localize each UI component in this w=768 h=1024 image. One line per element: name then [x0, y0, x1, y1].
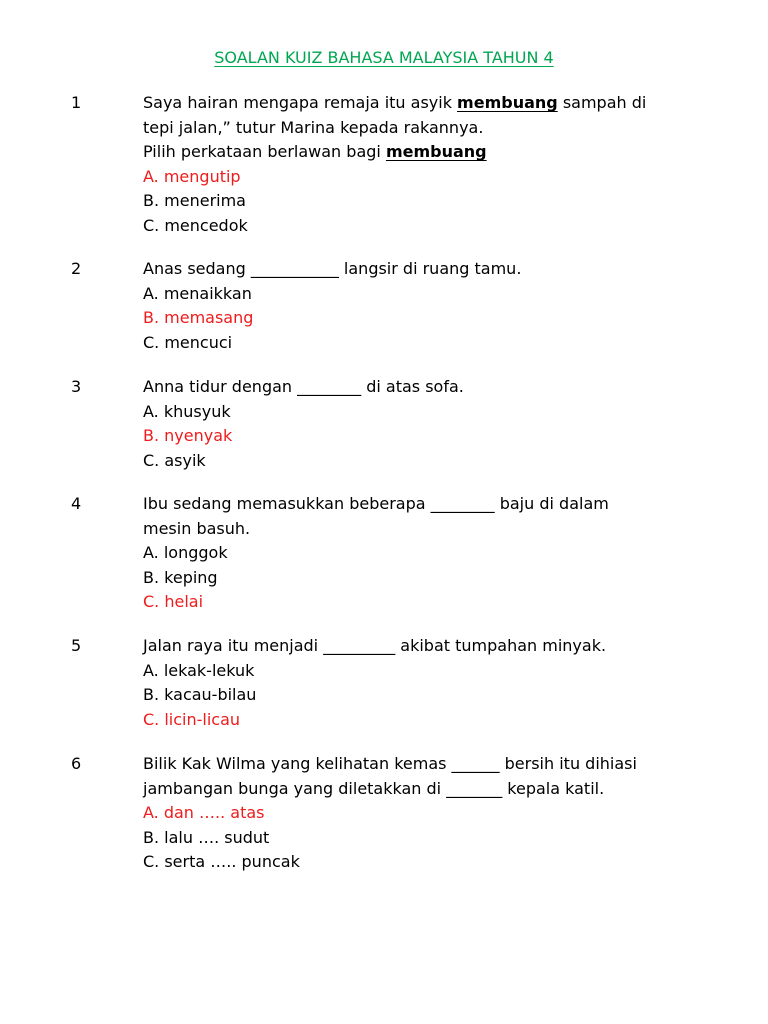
- question-number: 3: [71, 377, 82, 396]
- question-text: Ibu sedang memasukkan beberapa ________ baju di dalam: [143, 494, 609, 513]
- option-a: A. mengutip: [143, 166, 241, 186]
- question-text: Bilik Kak Wilma yang kelihatan kemas ______ bersih itu dihiasi: [143, 754, 637, 773]
- question-number: 2: [71, 259, 82, 278]
- option-c: C. serta ….. puncak: [143, 852, 300, 871]
- option-c: C. licin-licau: [143, 709, 241, 729]
- question-text: Anna tidur dengan ________ di atas sofa.: [143, 377, 464, 396]
- question-text: Jalan raya itu menjadi _________ akibat tumpahan minyak.: [143, 636, 607, 655]
- option-c: C. mencuci: [143, 332, 233, 352]
- option-c: C. mencedok: [143, 215, 248, 235]
- option-c: C. helai: [143, 592, 204, 611]
- option-b: B. kacau-bilau: [143, 685, 257, 704]
- question-body: [143, 752, 733, 875]
- option-a: A. longgok: [143, 543, 228, 562]
- question-text: [143, 91, 733, 116]
- option-a: A. dan ….. atas: [143, 803, 265, 822]
- option-b: B. lalu …. sudut: [143, 827, 270, 847]
- keyword: membuang: [457, 93, 558, 112]
- option-b: B. memasang: [143, 308, 254, 327]
- option-b: B. nyenyak: [143, 426, 233, 445]
- question-body: [143, 492, 733, 615]
- option-b: B. keping: [143, 567, 218, 587]
- question-text-part: Saya hairan mengapa remaja itu asyik: [143, 93, 458, 112]
- question-body: [143, 91, 733, 238]
- question-body: [143, 634, 733, 732]
- option-a: A. lekak-lekuk: [143, 660, 255, 680]
- question-number: 4: [71, 494, 82, 513]
- question-number: 5: [71, 636, 82, 655]
- question-text: jambangan bunga yang diletakkan di _______ kepala katil.: [143, 778, 605, 798]
- question-number: 6: [71, 754, 82, 773]
- question-text: mesin basuh.: [143, 518, 251, 538]
- option-b: B. menerima: [143, 191, 246, 210]
- question-text-part: sampah di: [557, 93, 647, 112]
- question-body: [143, 257, 733, 355]
- option-c: C. asyik: [143, 450, 206, 470]
- question-text: tepi jalan,” tutur Marina kepada rakannya.: [143, 117, 484, 137]
- question-body: [143, 375, 733, 473]
- prompt-keyword: membuang: [385, 142, 487, 161]
- page-title: SOALAN KUIZ BAHASA MALAYSIA TAHUN 4: [214, 48, 554, 67]
- question-number: 1: [71, 93, 82, 112]
- prompt-text: Pilih perkataan berlawan bagi: [143, 142, 386, 161]
- question-prompt: [143, 140, 733, 165]
- option-a: A. khusyuk: [143, 401, 231, 421]
- option-a: A. menaikkan: [143, 283, 252, 303]
- question-text: Anas sedang ___________ langsir di ruang tamu.: [143, 259, 522, 278]
